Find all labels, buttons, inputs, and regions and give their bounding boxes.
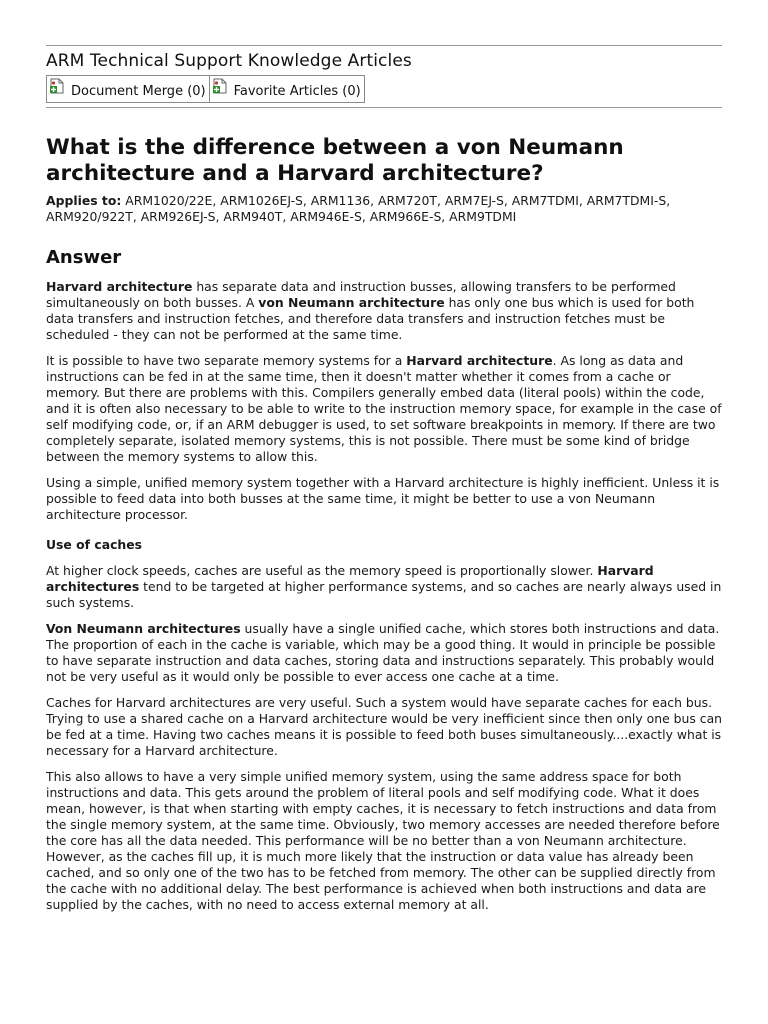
article-title: What is the difference between a von Neumann architecture and a Harvard architecture? bbox=[46, 135, 624, 186]
document-add-icon bbox=[49, 78, 67, 98]
caches-heading: Use of caches bbox=[46, 537, 143, 552]
paragraph-7: This also allows to have a very simple unified memory system, using the same address space for both instructions and data. This gets around the problem of literal pools and self modifying code. What it does mean, however, is that when starting with empty caches, it is necessary to fetch instructions and data from the single memory system, at the same time. Obviously, two memory accesses are needed therefore before the core has all the data needed. This performance will be no better than a von Neumann architecture. However, as the caches fill up, it is much more likely that the instruction or data value has already been cached, and so only one of the two has to be fetched from memory. The other can be supplied directly from the cache with no additional delay. The best performance is achieved when both instructions and data are supplied by the caches, with no need to access external memory at all. bbox=[46, 769, 720, 912]
paragraph-text: It is possible to have two separate memory systems for a bbox=[46, 353, 407, 368]
paragraph-text: . As long as data and instructions can be fed in at the same time, then it doesn't matter whether it comes from a cache or memory. But there are problems with this. Compilers generally embed data (literal pools) within the code, and it is often also necessary to be able to write to the instruction memory space, for example in the case of self modifying code, or, if an ARM debugger is used, to set software breakpoints in memory. If there are two completely separate, isolated memory systems, this is not possible. There must be some kind of bridge between the memory systems to allow this. bbox=[46, 353, 722, 464]
paragraph-text: At higher clock speeds, caches are useful as the memory speed is proportionally slower. bbox=[46, 563, 598, 578]
toolbar bbox=[46, 75, 722, 105]
top-divider bbox=[46, 45, 722, 46]
bold-term: Harvard architectures bbox=[46, 563, 654, 594]
page bbox=[46, 45, 722, 923]
applies-to bbox=[46, 193, 722, 225]
document-merge-label: Document Merge (0) bbox=[71, 84, 206, 99]
answer-heading: Answer bbox=[46, 247, 122, 268]
paragraph-text: has only one bus which is used for both data transfers and instruction fetches, and therefore data transfers and instruction fetches must be scheduled - they can not be performed at the same time. bbox=[46, 295, 695, 342]
paragraph-6: Caches for Harvard architectures are very useful. Such a system would have separate caches for each bus. Trying to use a shared cache on a Harvard architecture would be very inefficient since then only one bus can be fed at a time. Having two caches means it is possible to feed both buses simultaneously....exactly what is necessary for a Harvard architecture. bbox=[46, 695, 723, 758]
document-add-icon bbox=[212, 78, 230, 98]
favorite-articles-label: Favorite Articles (0) bbox=[233, 84, 361, 99]
paragraph-4 bbox=[46, 563, 722, 611]
paragraph-text: usually have a single unified cache, which stores both instructions and data. The proportion of each in the cache is variable, which may be a good thing. It would in principle be possible to have separate instruction and data caches, storing data and instructions separately. This probably would not be very useful as it would only be possible to ever access one cache at a time. bbox=[46, 621, 720, 684]
paragraph-text: tend to be targeted at higher performance systems, and so caches are nearly always used in such systems. bbox=[46, 579, 722, 610]
favorite-articles-button[interactable] bbox=[209, 75, 365, 103]
toolbar-divider bbox=[46, 107, 722, 108]
site-title: ARM Technical Support Knowledge Articles bbox=[46, 51, 412, 71]
paragraph-text: has separate data and instruction busses, allowing transfers to be performed simultaneously on both busses. A bbox=[46, 279, 676, 310]
applies-to-value: ARM1020/22E, ARM1026EJ-S, ARM1136, ARM720T, ARM7EJ-S, ARM7TDMI, ARM7TDMI-S, ARM920/922T, ARM926EJ-S, ARM940T, ARM946E-S, ARM966E-S, ARM9TDMI bbox=[46, 193, 671, 224]
bold-term: von Neumann architecture bbox=[258, 295, 445, 310]
applies-to-label: Applies to: bbox=[46, 193, 122, 208]
document-merge-button[interactable] bbox=[46, 75, 210, 103]
paragraph-1 bbox=[46, 279, 722, 343]
bold-term: Harvard architecture bbox=[46, 279, 193, 294]
bold-term: Von Neumann architectures bbox=[46, 621, 241, 636]
paragraph-3: Using a simple, unified memory system together with a Harvard architecture is highly inefficient. Unless it is possible to feed data into both busses at the same time, it might be better to use a von Neumann architecture processor. bbox=[46, 475, 720, 522]
bold-term: Harvard architecture bbox=[406, 353, 553, 368]
paragraph-5 bbox=[46, 621, 722, 685]
paragraph-2 bbox=[46, 353, 722, 465]
